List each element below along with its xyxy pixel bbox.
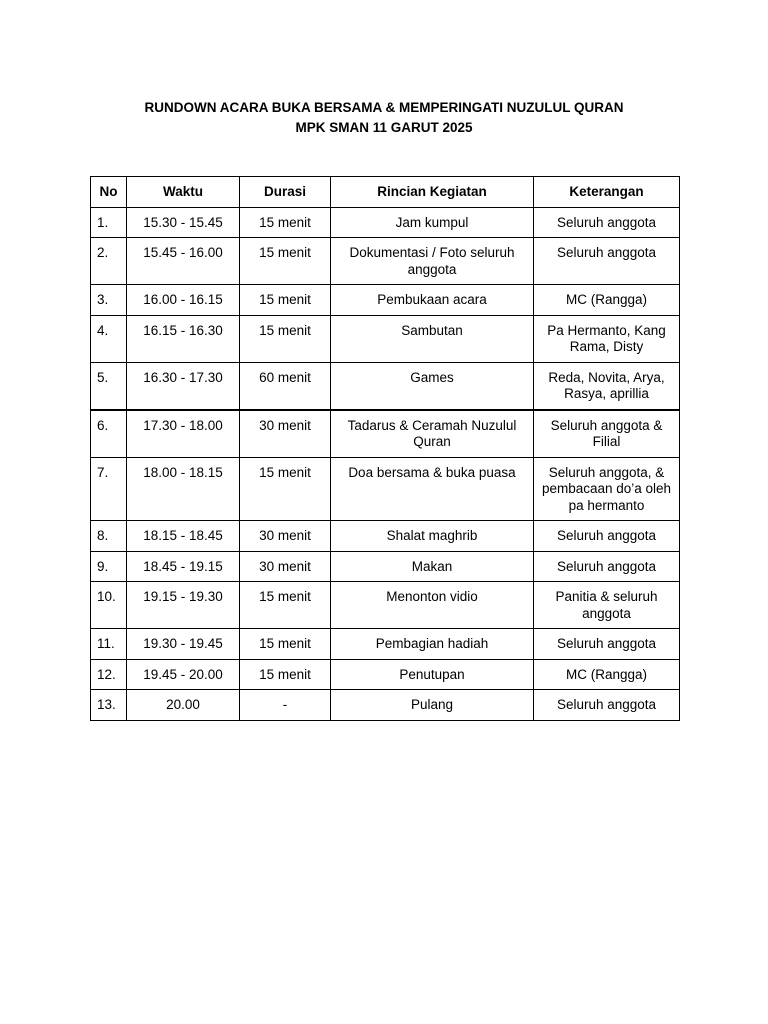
header-rincian-kegiatan: Rincian Kegiatan [331,177,534,208]
table-row [91,629,680,660]
title-line-2: MPK SMAN 11 GARUT 2025 [295,120,473,135]
cell-no: 9. [91,551,127,582]
cell-no: 11. [91,629,127,660]
header-waktu: Waktu [127,177,240,208]
cell-keterangan: Seluruh anggota [534,207,680,238]
cell-keterangan: Seluruh anggota [534,238,680,285]
cell-keterangan: Seluruh anggota [534,551,680,582]
table-row [91,659,680,690]
cell-durasi: 60 menit [240,362,331,410]
cell-waktu: 18.00 - 18.15 [127,457,240,521]
cell-waktu: 15.30 - 15.45 [127,207,240,238]
cell-no: 4. [91,315,127,362]
cell-rincian: Games [331,362,534,410]
table-row [91,238,680,285]
header-durasi: Durasi [240,177,331,208]
cell-rincian: Pembukaan acara [331,285,534,316]
cell-durasi: 15 menit [240,285,331,316]
header-no: No [91,177,127,208]
cell-no: 12. [91,659,127,690]
cell-waktu: 16.15 - 16.30 [127,315,240,362]
cell-no: 2. [91,238,127,285]
document-title [0,98,768,138]
cell-durasi: 30 menit [240,521,331,552]
cell-waktu: 19.45 - 20.00 [127,659,240,690]
header-keterangan: Keterangan [534,177,680,208]
cell-durasi: 30 menit [240,551,331,582]
cell-waktu: 17.30 - 18.00 [127,410,240,458]
table-row [91,690,680,721]
table-row [91,362,680,410]
table-row [91,285,680,316]
cell-rincian: Menonton vidio [331,582,534,629]
cell-waktu: 20.00 [127,690,240,721]
cell-durasi: 15 menit [240,238,331,285]
cell-rincian: Doa bersama & buka puasa [331,457,534,521]
cell-rincian: Shalat maghrib [331,521,534,552]
cell-waktu: 18.45 - 19.15 [127,551,240,582]
cell-rincian: Dokumentasi / Foto seluruh anggota [331,238,534,285]
table-row [91,315,680,362]
cell-keterangan: Seluruh anggota [534,629,680,660]
cell-keterangan: Panitia & seluruh anggota [534,582,680,629]
cell-no: 3. [91,285,127,316]
cell-no: 8. [91,521,127,552]
cell-waktu: 16.30 - 17.30 [127,362,240,410]
cell-waktu: 16.00 - 16.15 [127,285,240,316]
cell-waktu: 18.15 - 18.45 [127,521,240,552]
table-body [91,207,680,720]
cell-rincian: Pulang [331,690,534,721]
cell-keterangan: MC (Rangga) [534,659,680,690]
cell-durasi: 15 menit [240,582,331,629]
cell-durasi: 15 menit [240,315,331,362]
cell-durasi: 15 menit [240,659,331,690]
table-row [91,410,680,458]
cell-rincian: Jam kumpul [331,207,534,238]
cell-rincian: Makan [331,551,534,582]
cell-waktu: 19.30 - 19.45 [127,629,240,660]
cell-no: 13. [91,690,127,721]
table-row [91,521,680,552]
cell-keterangan: MC (Rangga) [534,285,680,316]
cell-rincian: Sambutan [331,315,534,362]
cell-durasi: - [240,690,331,721]
table-header [91,177,680,208]
cell-keterangan: Pa Hermanto, Kang Rama, Disty [534,315,680,362]
cell-durasi: 15 menit [240,207,331,238]
cell-no: 1. [91,207,127,238]
cell-rincian: Pembagian hadiah [331,629,534,660]
cell-durasi: 15 menit [240,629,331,660]
cell-waktu: 15.45 - 16.00 [127,238,240,285]
cell-keterangan: Seluruh anggota, & pembacaan do’a oleh pa hermanto [534,457,680,521]
cell-keterangan: Seluruh anggota & Filial [534,410,680,458]
header-row [91,177,680,208]
title-line-1: RUNDOWN ACARA BUKA BERSAMA & MEMPERINGATI NUZULUL QURAN [144,100,624,115]
cell-no: 7. [91,457,127,521]
cell-waktu: 19.15 - 19.30 [127,582,240,629]
table-row [91,551,680,582]
table-row [91,207,680,238]
rundown-table [90,176,680,721]
cell-no: 5. [91,362,127,410]
table-row [91,582,680,629]
cell-no: 10. [91,582,127,629]
cell-keterangan: Seluruh anggota [534,690,680,721]
cell-keterangan: Reda, Novita, Arya, Rasya, aprillia [534,362,680,410]
table-row [91,457,680,521]
cell-rincian: Penutupan [331,659,534,690]
cell-keterangan: Seluruh anggota [534,521,680,552]
cell-no: 6. [91,410,127,458]
cell-durasi: 30 menit [240,410,331,458]
cell-durasi: 15 menit [240,457,331,521]
cell-rincian: Tadarus & Ceramah Nuzulul Quran [331,410,534,458]
